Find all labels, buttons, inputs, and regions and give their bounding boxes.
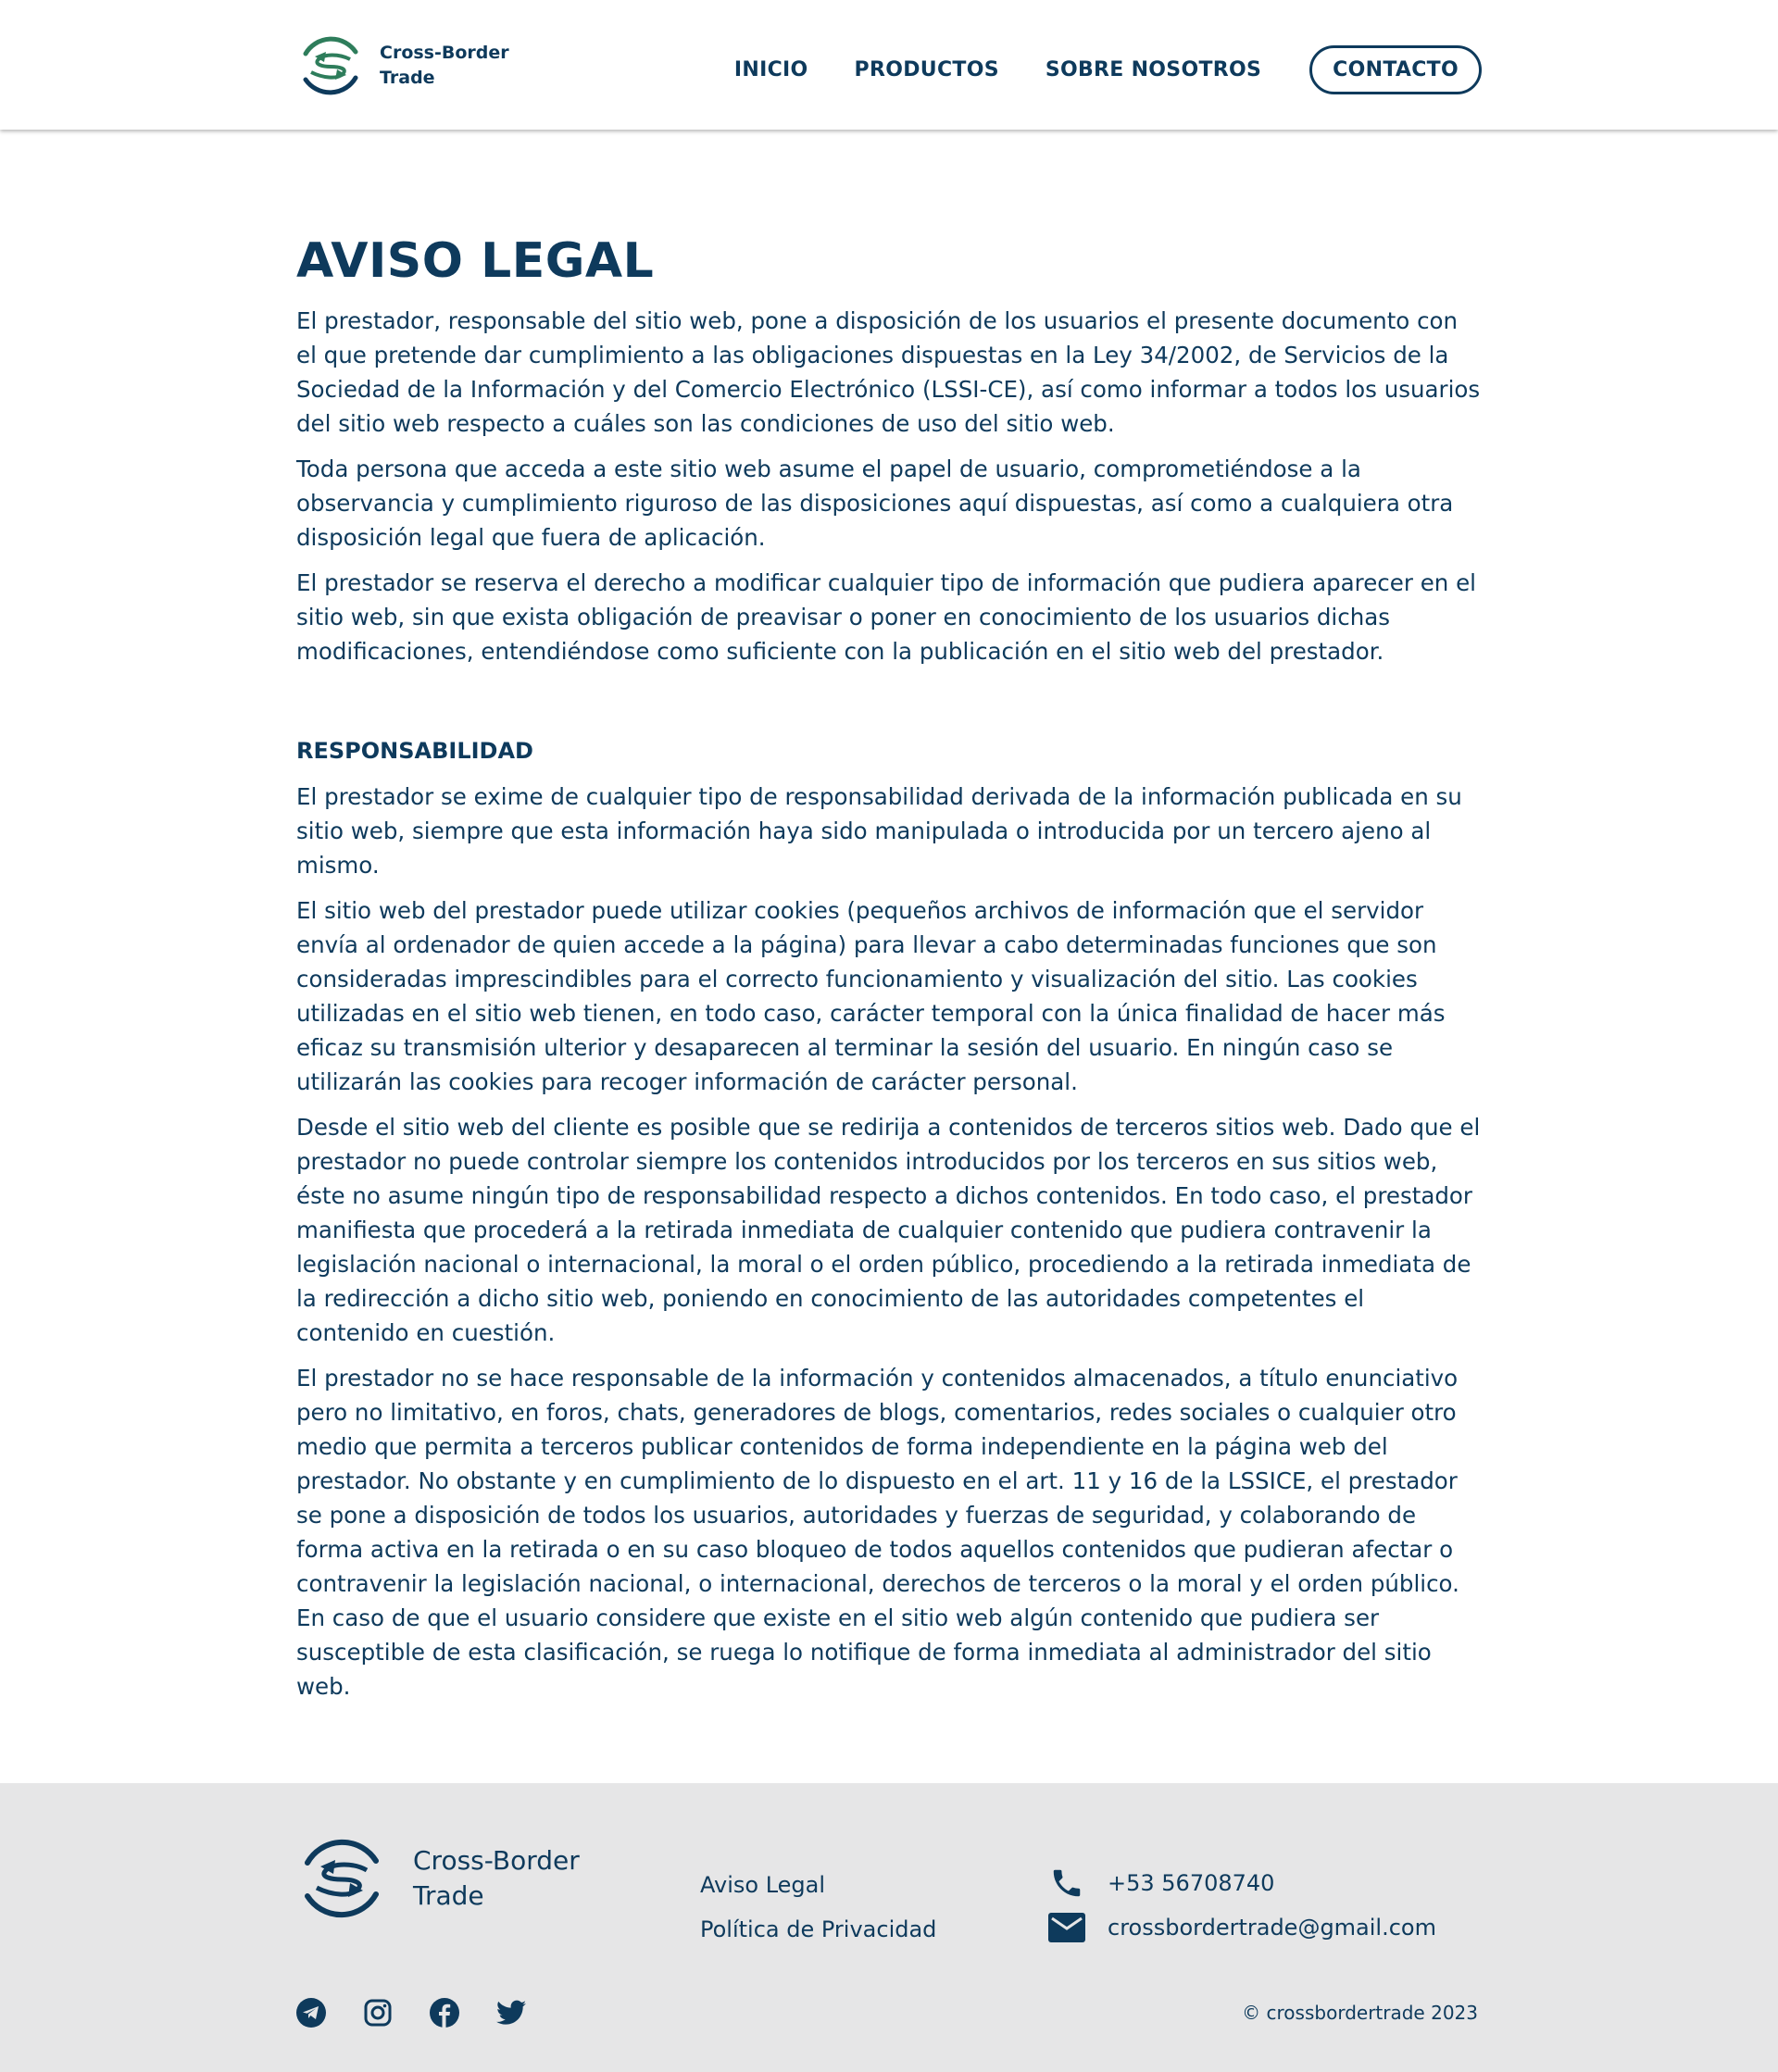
main-nav xyxy=(734,44,1482,94)
copyright: © crossbordertrade 2023 xyxy=(1242,2002,1478,2024)
intro-paragraph: El prestador se reserva el derecho a modificar cualquier tipo de información que pudiera aparecer en el sitio web, sin que exista obligación de preavisar o poner en conocimiento de los usuarios dichas modificaciones, entendiéndose como suficiente con la publicación en el sitio web del prestador. xyxy=(296,569,1476,665)
responsabilidad-paragraph: El prestador no se hace responsable de la información y contenidos almacenados, a título enunciativo pero no limitativo, en foros, chats, generadores de blogs, comentarios, redes sociales o cualquier otro medio que permita a terceros publicar contenidos de forma independiente en la página web del prestador. No obstante y en cumplimiento de lo dispuesto en el art. 11 y 16 de la LSSICE, el prestador se pone a disposición de todos los usuarios, autoridades y fuerzas de seguridad, y colaborando de forma activa en la retirada o en su caso bloqueo de todos aquellos contenidos que pudieran afectar o contravenir la legislación nacional, o internacional, derechos de terceros o la moral y el orden público. En caso de que el usuario considere que existe en el sitio web algún contenido que pudiera ser susceptible de esta clasificación, se ruega lo notifique de forma inmediata al administrador del sitio web. xyxy=(296,1365,1459,1700)
phone-row xyxy=(1048,1861,1436,1905)
footer-link-privacidad[interactable]: Política de Privacidad xyxy=(700,1916,937,1942)
footer-brand-name: Cross-Border Trade xyxy=(413,1845,580,1911)
intro-paragraph: Toda persona que acceda a este sitio web asume el papel de usuario, comprometiéndose a la observancia y cumplimiento riguroso de las disposiciones aquí dispuestas, así como a cualquiera otra disposición legal que fuera de aplicación. xyxy=(296,456,1454,551)
page-title: AVISO LEGAL xyxy=(296,233,655,289)
brand[interactable] xyxy=(296,31,509,100)
nav-sobre-nosotros[interactable]: SOBRE NOSOTROS xyxy=(1045,57,1262,81)
responsabilidad-paragraph: El prestador se exime de cualquier tipo de responsabilidad derivada de la información publicada en su sitio web, siempre que esta información haya sido manipulada o introducida por un tercero ajeno al mismo. xyxy=(296,783,1462,879)
footer-brand[interactable] xyxy=(296,1833,617,1924)
intro-paragraph: El prestador, responsable del sitio web, pone a disposición de los usuarios el presente documento con el que pretende dar cumplimiento a las obligaciones dispuestas en la Ley 34/2002, de Servicios de la Sociedad de la Información y del Comercio Electrónico (LSSI-CE), así como informar a todos los usuarios del sitio web respecto a cuáles son las condiciones de uso del sitio web. xyxy=(296,307,1481,437)
nav-productos[interactable]: PRODUCTOS xyxy=(854,57,999,81)
twitter-icon[interactable] xyxy=(496,1998,526,2028)
legal-content xyxy=(296,231,1482,1715)
nav-inicio[interactable]: INICIO xyxy=(733,57,808,81)
footer-links xyxy=(700,1863,936,1952)
mail-icon xyxy=(1048,1909,1085,1946)
nav-contacto-button[interactable]: CONTACTO xyxy=(1309,45,1482,94)
site-footer xyxy=(0,1783,1778,2072)
phone-number[interactable]: +53 56708740 xyxy=(1108,1870,1275,1896)
email-address[interactable]: crossbordertrade@gmail.com xyxy=(1108,1915,1436,1941)
phone-icon xyxy=(1048,1865,1085,1902)
section-title-responsabilidad: RESPONSABILIDAD xyxy=(296,738,533,764)
telegram-icon[interactable] xyxy=(296,1998,326,2028)
brand-name: Cross-Border Trade xyxy=(380,43,509,88)
responsabilidad-paragraph: El sitio web del prestador puede utilizar cookies (pequeños archivos de información que el servidor envía al ordenador de quien accede a la página) para llevar a cabo determinadas funciones que son consideradas imprescindibles para el correcto funcionamiento y visualización del sitio. Las cookies utilizadas en el sitio web tienen, en todo caso, carácter temporal con la única finalidad de hacer más eficaz su transmisión ulterior y desaparecen al terminar la sesión del usuario. En ningún caso se utilizarán las cookies para recoger información de carácter personal. xyxy=(296,897,1446,1095)
facebook-icon[interactable] xyxy=(430,1998,459,2028)
site-header xyxy=(0,0,1778,130)
social-links xyxy=(296,1998,563,2028)
responsabilidad-paragraph: Desde el sitio web del cliente es posible que se redirija a contenidos de terceros sitios web. Dado que el prestador no puede controlar siempre los contenidos introducidos por los terceros en sus sitios web, éste no asume ningún tipo de responsabilidad respecto a dichos contenidos. En todo caso, el prestador manifiesta que procederá a la retirada inmediata de cualquier contenido que pudiera contravenir la legislación nacional o internacional, la moral o el orden público, procediendo a la retirada inmediata de la redirección a dicho sitio web, poniendo en conocimiento de las autoridades competentes el contenido en cuestión. xyxy=(296,1114,1481,1346)
logo-icon xyxy=(296,31,365,100)
footer-logo-icon xyxy=(296,1833,387,1924)
footer-link-aviso-legal[interactable]: Aviso Legal xyxy=(700,1872,826,1898)
footer-contact xyxy=(1048,1861,1436,1950)
email-row xyxy=(1048,1905,1436,1950)
instagram-icon[interactable] xyxy=(363,1998,393,2028)
